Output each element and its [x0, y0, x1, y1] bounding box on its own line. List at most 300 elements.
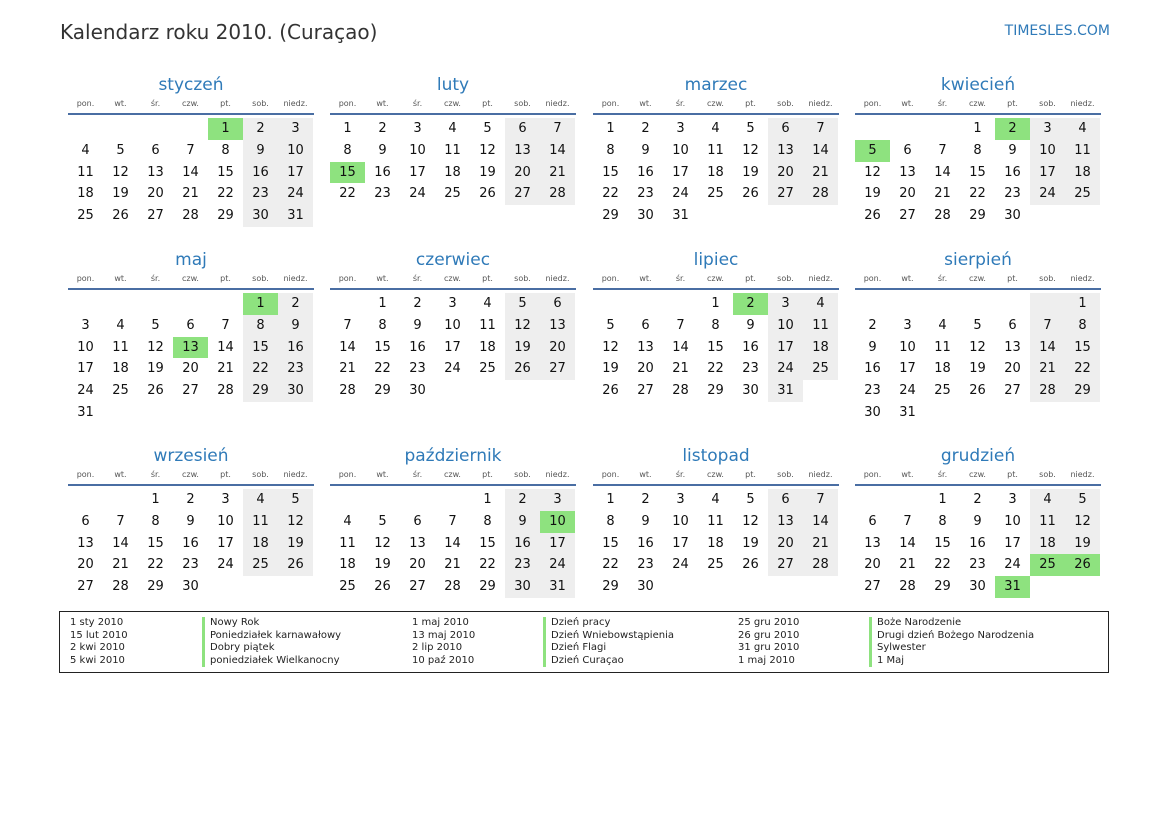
day-cell: 11: [479, 317, 496, 333]
day-cell: 27: [768, 183, 803, 205]
weekday-header: [855, 272, 1101, 290]
weekday-label: niedz.: [1070, 99, 1095, 108]
day-cell: 23: [374, 186, 391, 202]
month-name: marzec: [684, 75, 748, 95]
weekday-header: [330, 97, 576, 115]
day-cell: 28: [803, 183, 838, 205]
day-cell: 7: [938, 142, 947, 158]
day-cell: 14: [899, 535, 916, 551]
weekday-label: niedz.: [1070, 470, 1095, 479]
day-cell: 11: [1065, 140, 1100, 162]
weekday-label: czw.: [707, 470, 724, 479]
day-cell: 27: [899, 208, 916, 224]
month-name: grudzień: [940, 446, 1016, 466]
page-title: Kalendarz roku 2010. (Curaçao): [60, 20, 378, 44]
day-cell: 25: [77, 208, 94, 224]
day-cell: 9: [378, 142, 387, 158]
day-cell: 14: [339, 339, 356, 355]
day-cell: 12: [112, 164, 129, 180]
day-grid: [855, 489, 1100, 598]
empty-cell: [103, 118, 138, 140]
day-cell: 5: [378, 513, 387, 529]
weekday-label: pt.: [482, 274, 493, 283]
day-cell: 9: [278, 315, 313, 337]
weekday-label: pon.: [338, 274, 357, 283]
day-cell: 19: [112, 186, 129, 202]
day-cell: 25: [707, 557, 724, 573]
empty-cell: [173, 118, 208, 140]
day-cell: 8: [711, 317, 720, 333]
holiday-day-cell: 26: [1065, 554, 1100, 576]
day-cell: 29: [707, 383, 724, 399]
day-cell: 11: [707, 513, 724, 529]
day-grid: [330, 293, 575, 402]
month-calendar: [68, 249, 314, 424]
month-name: wrzesień: [153, 446, 229, 466]
day-cell: 17: [444, 339, 461, 355]
weekday-header: [68, 97, 314, 115]
day-cell: 29: [479, 579, 496, 595]
month-calendar: [68, 445, 314, 598]
weekday-label: sob.: [777, 470, 794, 479]
day-cell: 8: [606, 142, 615, 158]
weekday-label: wt.: [114, 99, 127, 108]
day-cell: 10: [278, 140, 313, 162]
day-cell: 23: [637, 557, 654, 573]
day-cell: 17: [672, 164, 689, 180]
weekday-label: sob.: [1039, 99, 1056, 108]
day-cell: 4: [483, 296, 492, 311]
day-cell: 5: [505, 293, 540, 315]
weekday-label: pt.: [745, 274, 756, 283]
day-cell: 3: [903, 317, 912, 333]
legend-date: 31 gru 2010: [738, 642, 800, 654]
day-cell: 13: [1004, 339, 1021, 355]
day-cell: 14: [540, 140, 575, 162]
day-cell: 16: [969, 535, 986, 551]
day-cell: 14: [672, 339, 689, 355]
weekday-label: śr.: [937, 99, 948, 108]
day-cell: 12: [742, 513, 759, 529]
empty-cell: [435, 489, 470, 511]
empty-cell: [1030, 293, 1065, 315]
day-cell: 15: [707, 339, 724, 355]
day-cell: 1: [343, 121, 352, 136]
day-cell: 27: [768, 554, 803, 576]
empty-cell: [330, 489, 365, 511]
day-cell: 11: [444, 142, 461, 158]
day-cell: 5: [746, 121, 755, 136]
month-name: kwiecień: [940, 75, 1016, 95]
day-cell: 3: [1008, 492, 1017, 507]
day-cell: 9: [186, 513, 195, 529]
day-cell: 3: [768, 293, 803, 315]
weekday-label: wt.: [639, 99, 652, 108]
legend-names-col-2: [543, 617, 674, 667]
day-cell: 21: [217, 361, 234, 377]
weekday-label: czw.: [969, 99, 986, 108]
day-cell: 6: [413, 513, 422, 529]
day-cell: 18: [77, 186, 94, 202]
day-cell: 2: [243, 118, 278, 140]
day-cell: 20: [899, 186, 916, 202]
day-cell: 22: [217, 186, 234, 202]
day-cell: 18: [1065, 162, 1100, 184]
day-cell: 12: [969, 339, 986, 355]
day-cell: 9: [1008, 142, 1017, 158]
day-cell: 14: [803, 511, 838, 533]
empty-cell: [925, 118, 960, 140]
day-cell: 19: [505, 337, 540, 359]
weekday-label: śr.: [675, 274, 686, 283]
day-cell: 16: [637, 535, 654, 551]
empty-cell: [68, 293, 103, 315]
day-cell: 18: [444, 164, 461, 180]
day-cell: 26: [278, 554, 313, 576]
day-cell: 18: [243, 533, 278, 555]
weekday-label: śr.: [150, 470, 161, 479]
day-cell: 29: [217, 208, 234, 224]
day-cell: 6: [768, 118, 803, 140]
day-cell: 26: [147, 383, 164, 399]
day-cell: 23: [864, 383, 881, 399]
day-cell: 27: [77, 579, 94, 595]
month-name: listopad: [682, 446, 750, 466]
day-cell: 29: [147, 579, 164, 595]
day-cell: 8: [973, 142, 982, 158]
site-link[interactable]: TIMESLES.COM: [1004, 23, 1110, 39]
day-cell: 6: [540, 293, 575, 315]
day-cell: 10: [217, 513, 234, 529]
day-cell: 24: [77, 383, 94, 399]
day-cell: 28: [672, 383, 689, 399]
day-cell: 18: [934, 361, 951, 377]
day-cell: 25: [1065, 183, 1100, 205]
day-cell: 24: [768, 358, 803, 380]
day-cell: 29: [243, 380, 278, 402]
day-cell: 1: [483, 492, 492, 507]
weekday-label: niedz.: [1070, 274, 1095, 283]
day-cell: 28: [112, 579, 129, 595]
empty-cell: [138, 118, 173, 140]
empty-cell: [663, 293, 698, 315]
legend-date: 1 maj 2010: [412, 617, 469, 628]
day-cell: 3: [540, 489, 575, 511]
day-cell: 3: [413, 121, 422, 136]
weekday-label: sob.: [1039, 470, 1056, 479]
weekday-label: czw.: [444, 274, 461, 283]
day-cell: 7: [116, 513, 125, 529]
day-cell: 11: [1030, 511, 1065, 533]
day-cell: 11: [243, 511, 278, 533]
day-cell: 20: [637, 361, 654, 377]
weekday-label: śr.: [675, 99, 686, 108]
day-cell: 31: [768, 380, 803, 402]
day-cell: 22: [479, 557, 496, 573]
weekday-label: śr.: [150, 99, 161, 108]
weekday-label: sob.: [514, 274, 531, 283]
weekday-label: pon.: [76, 274, 95, 283]
day-cell: 6: [186, 317, 195, 333]
day-cell: 23: [409, 361, 426, 377]
day-cell: 4: [711, 121, 720, 136]
day-cell: 4: [1065, 118, 1100, 140]
legend-date: 25 gru 2010: [738, 617, 800, 628]
weekday-label: czw.: [444, 99, 461, 108]
day-cell: 6: [641, 317, 650, 333]
day-cell: 29: [602, 579, 619, 595]
day-cell: 9: [413, 317, 422, 333]
day-cell: 17: [278, 162, 313, 184]
day-cell: 26: [374, 579, 391, 595]
day-cell: 20: [409, 557, 426, 573]
day-grid: [855, 293, 1100, 424]
weekday-label: pon.: [863, 470, 882, 479]
legend-names-col-1: [202, 617, 341, 667]
day-cell: 24: [672, 186, 689, 202]
day-cell: 21: [934, 186, 951, 202]
weekday-label: czw.: [182, 99, 199, 108]
day-cell: 16: [182, 535, 199, 551]
day-cell: 19: [374, 557, 391, 573]
empty-cell: [925, 293, 960, 315]
month-calendar: [855, 445, 1101, 598]
day-cell: 4: [938, 317, 947, 333]
day-cell: 9: [641, 513, 650, 529]
weekday-label: śr.: [937, 274, 948, 283]
day-cell: 25: [934, 383, 951, 399]
holiday-day-cell: 2: [733, 293, 768, 315]
legend-holiday-name: 1 Maj: [877, 654, 905, 666]
weekday-header: [593, 97, 839, 115]
day-cell: 6: [768, 489, 803, 511]
day-cell: 5: [746, 492, 755, 507]
day-cell: 23: [505, 554, 540, 576]
day-cell: 13: [147, 164, 164, 180]
legend-holiday-name: Dobry piątek: [210, 642, 275, 654]
day-cell: 30: [969, 579, 986, 595]
empty-cell: [855, 293, 890, 315]
day-cell: 30: [1004, 208, 1021, 224]
weekday-label: wt.: [114, 274, 127, 283]
weekday-label: wt.: [114, 470, 127, 479]
day-cell: 7: [448, 513, 457, 529]
day-cell: 2: [378, 121, 387, 136]
weekday-label: pt.: [220, 274, 231, 283]
day-cell: 27: [637, 383, 654, 399]
weekday-header: [593, 468, 839, 486]
weekday-label: czw.: [969, 470, 986, 479]
day-cell: 9: [243, 140, 278, 162]
day-cell: 27: [182, 383, 199, 399]
day-cell: 25: [803, 358, 838, 380]
day-cell: 13: [899, 164, 916, 180]
day-cell: 26: [969, 383, 986, 399]
weekday-label: pon.: [863, 99, 882, 108]
day-cell: 22: [602, 186, 619, 202]
day-cell: 16: [278, 337, 313, 359]
day-cell: 10: [77, 339, 94, 355]
weekday-label: wt.: [901, 99, 914, 108]
day-cell: 12: [864, 164, 881, 180]
day-cell: 28: [339, 383, 356, 399]
day-cell: 21: [112, 557, 129, 573]
day-grid: [593, 118, 838, 227]
day-cell: 24: [1030, 183, 1065, 205]
day-cell: 22: [147, 557, 164, 573]
day-cell: 25: [707, 186, 724, 202]
legend-holiday-name: poniedziałek Wielkanocny: [210, 654, 340, 666]
day-cell: 12: [479, 142, 496, 158]
day-cell: 31: [278, 205, 313, 227]
day-cell: 31: [672, 208, 689, 224]
day-cell: 3: [1030, 118, 1065, 140]
day-cell: 4: [803, 293, 838, 315]
weekday-label: niedz.: [808, 470, 833, 479]
empty-cell: [103, 293, 138, 315]
day-cell: 15: [602, 535, 619, 551]
day-cell: 8: [1065, 315, 1100, 337]
day-cell: 3: [448, 296, 457, 311]
legend-holiday-name: Drugi dzień Bożego Narodzenia: [877, 629, 1035, 641]
day-cell: 4: [448, 121, 457, 136]
weekday-label: pt.: [220, 99, 231, 108]
day-cell: 8: [221, 142, 230, 158]
weekday-label: wt.: [376, 274, 389, 283]
weekday-label: wt.: [376, 470, 389, 479]
weekday-label: pt.: [482, 99, 493, 108]
month-calendar: [855, 249, 1101, 424]
weekday-label: pon.: [338, 99, 357, 108]
day-grid: [68, 118, 313, 227]
weekday-label: pt.: [220, 470, 231, 479]
empty-cell: [208, 293, 243, 315]
day-cell: 14: [1030, 337, 1065, 359]
day-cell: 8: [378, 317, 387, 333]
weekday-label: pt.: [482, 470, 493, 479]
day-cell: 1: [378, 296, 387, 311]
day-cell: 1: [151, 492, 160, 507]
day-cell: 26: [479, 186, 496, 202]
day-cell: 21: [540, 162, 575, 184]
day-cell: 20: [182, 361, 199, 377]
day-cell: 7: [186, 142, 195, 158]
day-cell: 18: [803, 337, 838, 359]
weekday-label: sob.: [514, 470, 531, 479]
month-calendar: [330, 249, 576, 402]
weekday-label: pon.: [601, 274, 620, 283]
weekday-header: [330, 468, 576, 486]
day-cell: 20: [768, 533, 803, 555]
weekday-label: pt.: [1007, 274, 1018, 283]
day-cell: 18: [112, 361, 129, 377]
legend-date: 2 lip 2010: [412, 642, 463, 654]
legend-holiday-name: Dzień pracy: [551, 617, 611, 628]
day-cell: 31: [540, 576, 575, 598]
day-cell: 3: [278, 118, 313, 140]
day-cell: 11: [934, 339, 951, 355]
day-cell: 12: [742, 142, 759, 158]
day-cell: 18: [479, 339, 496, 355]
day-cell: 9: [505, 511, 540, 533]
month-name: luty: [436, 75, 470, 95]
empty-cell: [855, 489, 890, 511]
day-cell: 29: [602, 208, 619, 224]
empty-cell: [330, 293, 365, 315]
day-cell: 21: [803, 162, 838, 184]
day-cell: 3: [221, 492, 230, 507]
weekday-label: sob.: [252, 99, 269, 108]
day-cell: 19: [969, 361, 986, 377]
day-cell: 14: [803, 140, 838, 162]
empty-cell: [890, 489, 925, 511]
day-cell: 22: [1065, 358, 1100, 380]
day-cell: 25: [112, 383, 129, 399]
weekday-label: sob.: [777, 274, 794, 283]
day-cell: 2: [973, 492, 982, 507]
day-cell: 21: [182, 186, 199, 202]
day-cell: 28: [803, 554, 838, 576]
day-cell: 5: [151, 317, 160, 333]
holiday-day-cell: 1: [243, 293, 278, 315]
weekday-label: sob.: [777, 99, 794, 108]
weekday-label: śr.: [412, 99, 423, 108]
day-cell: 17: [1030, 162, 1065, 184]
day-cell: 23: [182, 557, 199, 573]
empty-cell: [68, 118, 103, 140]
weekday-label: wt.: [639, 470, 652, 479]
day-cell: 13: [768, 511, 803, 533]
day-cell: 6: [81, 513, 90, 529]
day-grid: [855, 118, 1100, 227]
day-grid: [330, 489, 575, 598]
day-cell: 16: [864, 361, 881, 377]
day-cell: 21: [1030, 358, 1065, 380]
day-cell: 5: [1065, 489, 1100, 511]
day-cell: 27: [409, 579, 426, 595]
day-cell: 21: [899, 557, 916, 573]
day-cell: 15: [479, 535, 496, 551]
day-cell: 24: [1004, 557, 1021, 573]
weekday-label: wt.: [901, 470, 914, 479]
legend-holiday-name: Dzień Curaçao: [551, 654, 624, 666]
day-cell: 6: [505, 118, 540, 140]
day-cell: 7: [343, 317, 352, 333]
day-cell: 11: [707, 142, 724, 158]
day-cell: 13: [768, 140, 803, 162]
day-cell: 31: [77, 404, 94, 420]
day-cell: 9: [746, 317, 755, 333]
day-cell: 10: [444, 317, 461, 333]
empty-cell: [995, 293, 1030, 315]
day-cell: 7: [221, 317, 230, 333]
weekday-label: śr.: [412, 470, 423, 479]
day-cell: 27: [505, 183, 540, 205]
weekday-header: [855, 468, 1101, 486]
day-cell: 6: [903, 142, 912, 158]
weekday-label: niedz.: [283, 99, 308, 108]
day-cell: 15: [602, 164, 619, 180]
empty-cell: [890, 293, 925, 315]
weekday-label: sob.: [252, 470, 269, 479]
day-cell: 22: [374, 361, 391, 377]
day-cell: 8: [343, 142, 352, 158]
day-cell: 20: [77, 557, 94, 573]
weekday-label: sob.: [252, 274, 269, 283]
day-cell: 7: [676, 317, 685, 333]
month-name: lipiec: [693, 250, 739, 270]
day-cell: 8: [151, 513, 160, 529]
